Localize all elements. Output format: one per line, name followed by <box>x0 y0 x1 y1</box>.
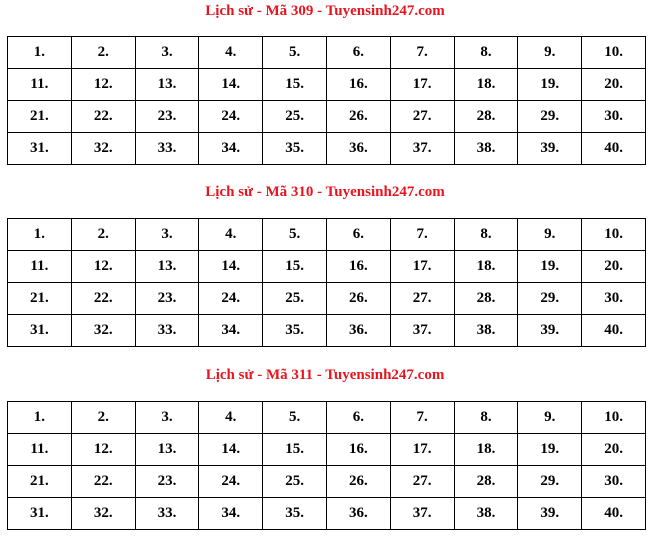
answer-cell: 1. <box>8 37 72 69</box>
answer-cell: 38. <box>454 315 518 347</box>
answer-cell: 11. <box>8 69 72 101</box>
answer-cell: 12. <box>71 251 135 283</box>
answer-cell: 28. <box>454 466 518 498</box>
answer-cell: 19. <box>518 434 582 466</box>
answer-cell: 32. <box>71 315 135 347</box>
answer-cell: 2. <box>71 402 135 434</box>
table-row <box>8 434 646 466</box>
answer-cell: 9. <box>518 402 582 434</box>
answer-cell: 20. <box>582 251 646 283</box>
answer-cell: 1. <box>8 219 72 251</box>
answer-cell: 30. <box>582 283 646 315</box>
answer-cell: 26. <box>326 283 390 315</box>
answer-cell: 5. <box>263 37 327 69</box>
answer-cell: 23. <box>135 101 199 133</box>
answer-cell: 22. <box>71 101 135 133</box>
answer-cell: 20. <box>582 69 646 101</box>
table-row <box>8 101 646 133</box>
table-row <box>8 466 646 498</box>
answer-cell: 3. <box>135 219 199 251</box>
answer-cell: 24. <box>199 101 263 133</box>
section-title-309: Lịch sử - Mã 309 - Tuyensinh247.com <box>205 3 445 19</box>
answer-cell: 25. <box>263 466 327 498</box>
answer-cell: 6. <box>326 37 390 69</box>
table-row <box>8 219 646 251</box>
answer-cell: 12. <box>71 69 135 101</box>
answer-cell: 18. <box>454 69 518 101</box>
answer-cell: 23. <box>135 466 199 498</box>
answer-cell: 30. <box>582 466 646 498</box>
answer-cell: 8. <box>454 219 518 251</box>
table-row <box>8 133 646 165</box>
answer-cell: 16. <box>326 251 390 283</box>
answer-cell: 16. <box>326 434 390 466</box>
answer-cell: 1. <box>8 402 72 434</box>
answer-cell: 7. <box>390 37 454 69</box>
answer-cell: 26. <box>326 466 390 498</box>
answer-cell: 21. <box>8 101 72 133</box>
answer-cell: 27. <box>390 283 454 315</box>
answer-cell: 38. <box>454 498 518 530</box>
answer-cell: 15. <box>263 434 327 466</box>
answer-cell: 27. <box>390 101 454 133</box>
answer-cell: 34. <box>199 133 263 165</box>
answer-cell: 19. <box>518 251 582 283</box>
answer-cell: 8. <box>454 37 518 69</box>
section-title-310: Lịch sử - Mã 310 - Tuyensinh247.com <box>205 184 445 200</box>
answer-cell: 25. <box>263 101 327 133</box>
answer-cell: 17. <box>390 251 454 283</box>
answer-cell: 31. <box>8 498 72 530</box>
answer-cell: 11. <box>8 434 72 466</box>
answer-cell: 20. <box>582 434 646 466</box>
answer-cell: 8. <box>454 402 518 434</box>
answer-cell: 21. <box>8 283 72 315</box>
answer-cell: 12. <box>71 434 135 466</box>
table-row <box>8 283 646 315</box>
answer-cell: 36. <box>326 133 390 165</box>
section-title-311: Lịch sử - Mã 311 - Tuyensinh247.com <box>205 367 445 383</box>
answer-cell: 33. <box>135 315 199 347</box>
answer-cell: 30. <box>582 101 646 133</box>
answer-cell: 32. <box>71 133 135 165</box>
answer-cell: 18. <box>454 434 518 466</box>
answer-cell: 28. <box>454 283 518 315</box>
answer-cell: 38. <box>454 133 518 165</box>
answer-cell: 40. <box>582 133 646 165</box>
answer-cell: 33. <box>135 133 199 165</box>
answer-cell: 39. <box>518 133 582 165</box>
table-row <box>8 69 646 101</box>
answer-cell: 39. <box>518 315 582 347</box>
answer-cell: 22. <box>71 283 135 315</box>
answer-cell: 10. <box>582 402 646 434</box>
table-row <box>8 315 646 347</box>
answer-cell: 35. <box>263 133 327 165</box>
answer-cell: 18. <box>454 251 518 283</box>
answer-cell: 27. <box>390 466 454 498</box>
answer-cell: 24. <box>199 283 263 315</box>
answer-cell: 35. <box>263 498 327 530</box>
answer-cell: 36. <box>326 315 390 347</box>
answer-cell: 2. <box>71 219 135 251</box>
answer-cell: 14. <box>199 434 263 466</box>
answer-cell: 31. <box>8 133 72 165</box>
answer-cell: 25. <box>263 283 327 315</box>
answer-cell: 31. <box>8 315 72 347</box>
answer-cell: 29. <box>518 101 582 133</box>
table-row <box>8 251 646 283</box>
answer-cell: 39. <box>518 498 582 530</box>
answer-cell: 32. <box>71 498 135 530</box>
table-row <box>8 498 646 530</box>
answer-cell: 37. <box>390 498 454 530</box>
answer-cell: 5. <box>263 402 327 434</box>
answer-cell: 19. <box>518 69 582 101</box>
answer-cell: 36. <box>326 498 390 530</box>
answer-cell: 15. <box>263 251 327 283</box>
answer-cell: 17. <box>390 434 454 466</box>
answer-grid-311 <box>7 401 646 530</box>
answer-cell: 16. <box>326 69 390 101</box>
answer-cell: 4. <box>199 37 263 69</box>
answer-cell: 22. <box>71 466 135 498</box>
answer-cell: 37. <box>390 315 454 347</box>
answer-cell: 15. <box>263 69 327 101</box>
answer-cell: 10. <box>582 219 646 251</box>
answer-cell: 3. <box>135 37 199 69</box>
answer-cell: 14. <box>199 251 263 283</box>
answer-cell: 6. <box>326 219 390 251</box>
answer-cell: 21. <box>8 466 72 498</box>
answer-cell: 26. <box>326 101 390 133</box>
answer-cell: 3. <box>135 402 199 434</box>
answer-cell: 40. <box>582 498 646 530</box>
answer-cell: 10. <box>582 37 646 69</box>
answer-cell: 34. <box>199 498 263 530</box>
answer-cell: 7. <box>390 402 454 434</box>
table-row <box>8 402 646 434</box>
answer-cell: 9. <box>518 37 582 69</box>
answer-cell: 4. <box>199 402 263 434</box>
answer-grid-309 <box>7 36 646 165</box>
answer-cell: 13. <box>135 251 199 283</box>
answer-cell: 37. <box>390 133 454 165</box>
answer-cell: 14. <box>199 69 263 101</box>
answer-cell: 5. <box>263 219 327 251</box>
answer-cell: 29. <box>518 283 582 315</box>
answer-cell: 33. <box>135 498 199 530</box>
answer-cell: 23. <box>135 283 199 315</box>
answer-cell: 11. <box>8 251 72 283</box>
answer-cell: 13. <box>135 434 199 466</box>
answer-cell: 13. <box>135 69 199 101</box>
answer-cell: 2. <box>71 37 135 69</box>
answer-cell: 9. <box>518 219 582 251</box>
answer-grid-310 <box>7 218 646 347</box>
answer-cell: 40. <box>582 315 646 347</box>
answer-cell: 6. <box>326 402 390 434</box>
answer-cell: 17. <box>390 69 454 101</box>
answer-cell: 7. <box>390 219 454 251</box>
answer-cell: 4. <box>199 219 263 251</box>
answer-cell: 29. <box>518 466 582 498</box>
answer-cell: 24. <box>199 466 263 498</box>
table-row <box>8 37 646 69</box>
answer-cell: 34. <box>199 315 263 347</box>
answer-cell: 35. <box>263 315 327 347</box>
answer-cell: 28. <box>454 101 518 133</box>
